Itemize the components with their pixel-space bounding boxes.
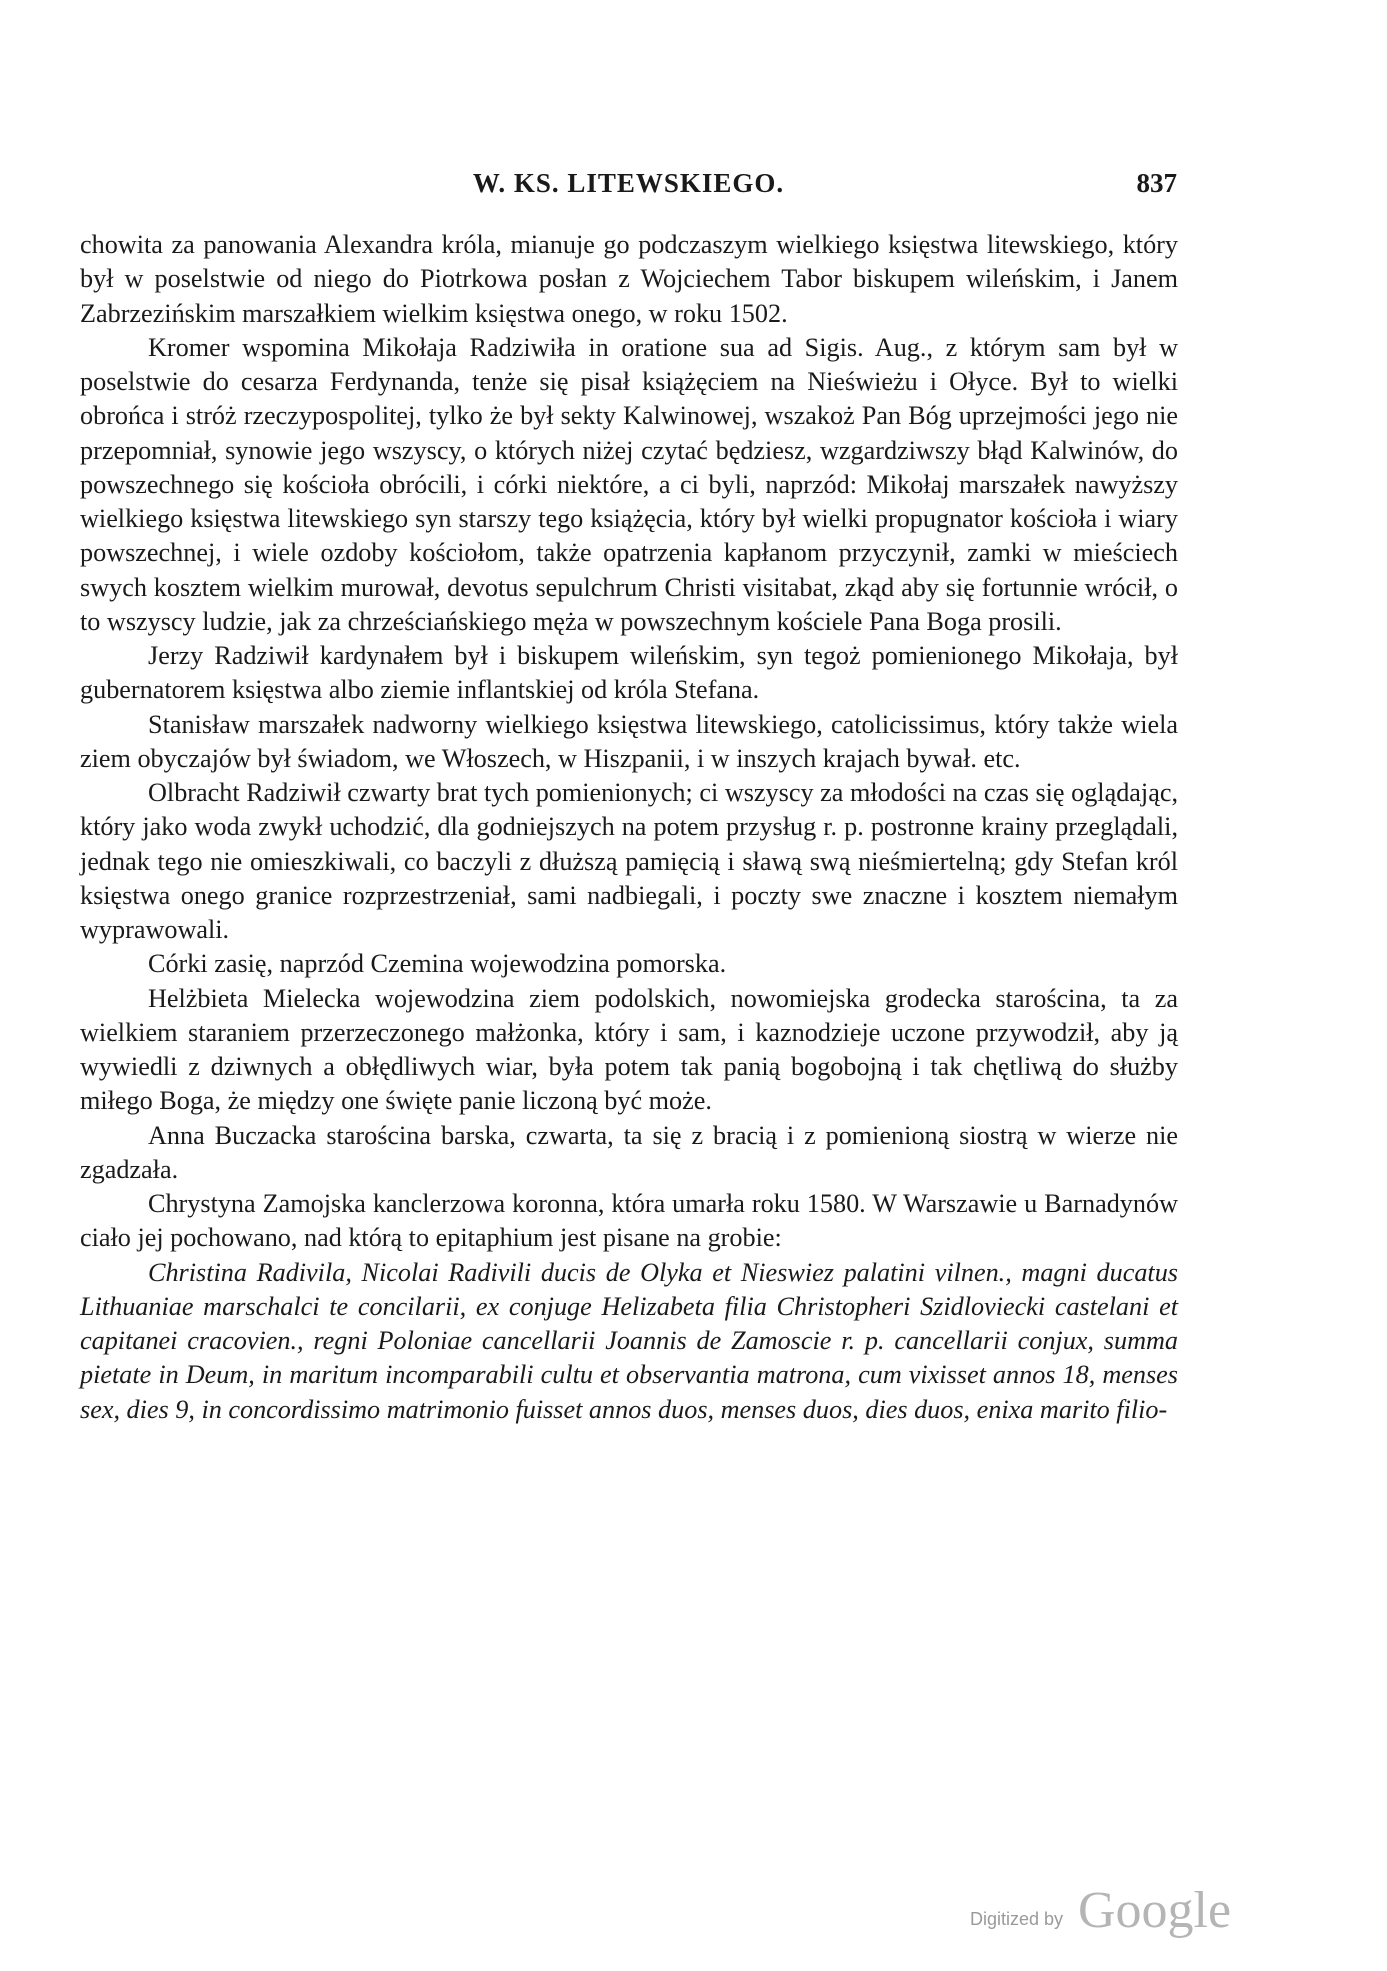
running-head: W. KS. LITEWSKIEGO.	[472, 168, 785, 198]
google-logo: Google	[1078, 1882, 1232, 1939]
digitized-label: Digitized by	[970, 1909, 1064, 1929]
page-header	[80, 168, 1177, 208]
paragraph-continuation: chowita za panowania Alexandra króla, mianuje go podczaszym wielkiego księstwa litewskiego, który był w poselstwie od niego do Piotrkowa posłan z Wojciechem Tabor biskupem wileńskim, i Janem Zabrzezińskim marszałkiem wielkim księstwa onego, w roku 1502.	[80, 230, 1178, 328]
page-number: 837	[1136, 168, 1177, 198]
paragraph-chrystyna: Chrystyna Zamojska kanclerzowa koronna, która umarła roku 1580. W Warszawie u Barnadynów ciało jej pochowano, nad którą to epitaphium jest pisane na grobie:	[80, 1189, 1178, 1253]
paragraph-jerzy: Jerzy Radziwił kardynałem był i biskupem wileńskim, syn tegoż pomienionego Mikołaja, był gubernatorem księstwa albo ziemie inflantskiej od króla Stefana.	[80, 641, 1178, 705]
paragraph-epitaph: Christina Radivila, Nicolai Radivili ducis de Olyka et Nieswiez palatini vilnen., magni ducatus Lithuaniae marschalci te concilarii, ex conjuge Helizabeta filia Christopheri Szidloviecki castelani et capitanei cracovien., regni Poloniae cancellarii Joannis de Zamoscie r. p. cancellarii conjux, summa pietate in Deum, in maritum incomparabili cultu et observantia matrona, cum vixisset annos 18, menses sex, dies 9, in concordissimo matrimonio fuisset annos duos, menses duos, dies duos, enixa marito filio-	[80, 1257, 1178, 1424]
paragraph-corki: Córki zasię, naprzód Czemina wojewodzina pomorska.	[148, 949, 727, 979]
paragraph-kromer: Kromer wspomina Mikołaja Radziwiła in oratione sua ad Sigis. Aug., z którym sam był w poselstwie do cesarza Ferdynanda, tenże się pisał książęciem na Nieświeżu i Ołyce. Był to wielki obrońca i stróż rzeczypospolitej, tylko że był sekty Kalwinowej, wszakoż Pan Bóg uprzejmości jego nie przepomniał, synowie jego wszyscy, o których niżej czytać będziesz, wzgardziwszy błąd Kalwinów, do powszechnego się kościoła obrócili, i córki niektóre, a ci byli, naprzód: Mikołaj marszałek nawyższy wielkiego księstwa litewskiego syn starszy tego książęcia, który był wielki propugnator kościoła i wiary powszechnej, i wiele ozdoby kościołom, także opatrzenia kapłanom przyczynił, zamki w mieściech swych kosztem wielkim murował, devotus sepulchrum Christi visitabat, zkąd aby się fortunnie wrócił, o to wszyscy ludzie, jak za chrześciańskiego męża w powszechnym kościele Pana Boga prosili.	[80, 332, 1178, 636]
paragraph-stanislaw: Stanisław marszałek nadworny wielkiego księstwa litewskiego, catolicissimus, który także wiela ziem obyczajów był świadom, we Włoszech, w Hiszpanii, i w inszych krajach bywał. etc.	[80, 709, 1178, 773]
paragraph-olbracht: Olbracht Radziwił czwarty brat tych pomienionych; ci wszyscy za młodości na czas się oglądając, który jako woda zwykł uchodzić, dla godniejszych na potem przysług r. p. postronne krainy przeglądali, jednak tego nie omieszkiwali, co baczyli z dłuższą pamięcią i sławą swą nieśmiertelną; gdy Stefan król księstwa onego granice rozprzestrzeniał, sami nadbiegali, i poczty swe znaczne i kosztem niemałym wyprawowali.	[80, 778, 1178, 944]
paragraph-helzbieta: Helżbieta Mielecka wojewodzina ziem podolskich, nowomiejska grodecka starościna, ta za wielkiem staraniem przerzeczonego małżonka, który i sam, i kaznodzieje uczone przywodził, aby ją wywiedli z dziwnych a obłędliwych wiar, była potem tak panią bogobojną i tak chętliwą do służby miłego Boga, że między one święte panie liczoną być może.	[80, 983, 1178, 1116]
paragraph-anna: Anna Buczacka starościna barska, czwarta, ta się z bracią i z pomienioną siostrą w wierze nie zgadzała.	[80, 1120, 1178, 1184]
body-text	[80, 228, 1178, 1427]
digitized-watermark	[970, 1880, 1250, 1940]
